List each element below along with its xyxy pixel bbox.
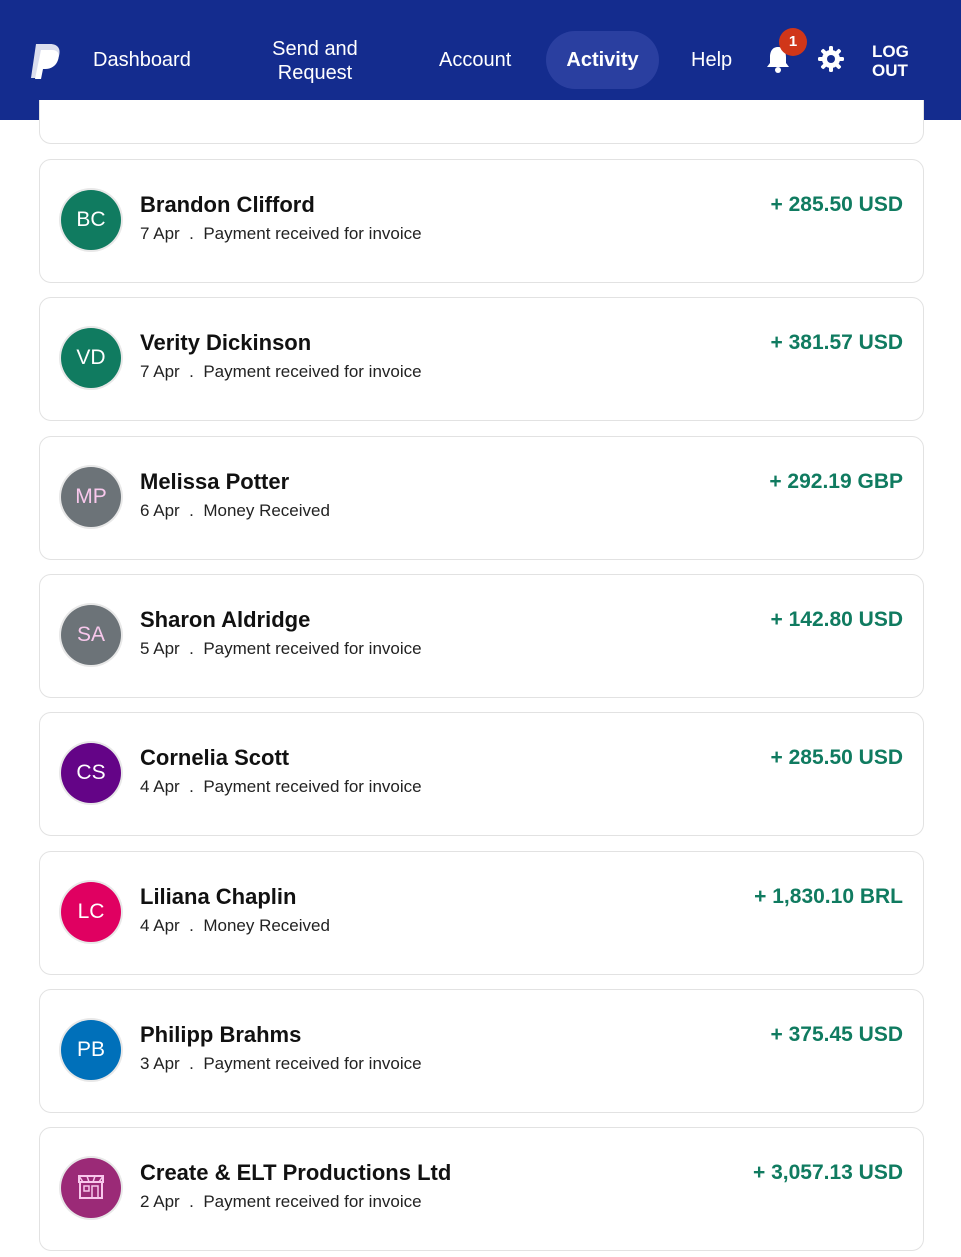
transaction-meta: 6 Apr . Money Received <box>140 501 330 520</box>
transaction-description: Money Received <box>203 501 330 520</box>
logout-line1: LOG <box>872 42 909 61</box>
transaction-meta: 3 Apr . Payment received for invoice <box>140 1054 422 1073</box>
transaction-description: Payment received for invoice <box>203 362 422 381</box>
avatar <box>61 882 121 942</box>
transaction-description: Money Received <box>203 916 330 935</box>
transaction-description: Payment received for invoice <box>203 1192 422 1211</box>
transaction-card[interactable] <box>39 574 924 698</box>
transaction-amount: + 142.80 USD <box>770 608 903 631</box>
logout-line2: OUT <box>872 61 908 80</box>
avatar-initials: MP <box>75 485 107 508</box>
avatar <box>61 1020 121 1080</box>
nav-send-line2: Request <box>277 62 353 84</box>
transaction-card[interactable] <box>39 989 924 1113</box>
avatar-initials: LC <box>77 900 105 923</box>
transaction-meta: 4 Apr . Payment received for invoice <box>140 777 422 796</box>
transaction-amount: + 285.50 USD <box>770 193 903 216</box>
transaction-card[interactable] <box>39 297 924 421</box>
avatar <box>61 467 121 527</box>
transaction-meta: 5 Apr . Payment received for invoice <box>140 639 422 658</box>
transaction-card[interactable] <box>39 159 924 283</box>
avatar <box>61 743 121 803</box>
previous-transaction-card <box>39 100 924 144</box>
transaction-meta: 7 Apr . Payment received for invoice <box>140 224 422 243</box>
transaction-description: Payment received for invoice <box>203 1054 422 1073</box>
transaction-name: Liliana Chaplin <box>140 884 297 909</box>
nav-activity[interactable]: Activity <box>546 31 659 89</box>
avatar <box>61 328 121 388</box>
transaction-amount: + 375.45 USD <box>770 1023 903 1046</box>
transaction-card[interactable] <box>39 712 924 836</box>
avatar-initials: CS <box>76 761 106 784</box>
transaction-description: Payment received for invoice <box>203 639 422 658</box>
transaction-date: 4 Apr <box>140 777 180 796</box>
transaction-amount: + 292.19 GBP <box>769 470 903 493</box>
transaction-date: 7 Apr <box>140 362 180 381</box>
transaction-amount: + 1,830.10 BRL <box>754 885 903 908</box>
transaction-date: 5 Apr <box>140 639 180 658</box>
transaction-name: Sharon Aldridge <box>140 607 311 632</box>
nav-send-line1: Send and <box>272 38 358 60</box>
transaction-amount: + 381.57 USD <box>770 331 903 354</box>
paypal-logo[interactable] <box>28 42 62 80</box>
avatar <box>61 190 121 250</box>
avatar <box>61 605 121 665</box>
transaction-name: Create & ELT Productions Ltd <box>140 1160 452 1185</box>
transaction-name: Philipp Brahms <box>140 1022 302 1047</box>
nav-help[interactable]: Help <box>691 49 733 71</box>
nav-account[interactable]: Account <box>439 49 512 71</box>
transaction-date: 3 Apr <box>140 1054 180 1073</box>
nav-send-and-request[interactable] <box>258 37 372 85</box>
logout-button[interactable] <box>872 42 909 80</box>
avatar-initials: BC <box>76 208 106 231</box>
transaction-card[interactable] <box>39 436 924 560</box>
transaction-amount: + 3,057.13 USD <box>752 1161 903 1184</box>
transaction-name: Cornelia Scott <box>140 745 290 770</box>
avatar-initials: PB <box>76 1038 105 1061</box>
transaction-name: Verity Dickinson <box>140 330 312 355</box>
transaction-amount: + 285.50 USD <box>770 746 903 769</box>
transaction-date: 6 Apr <box>140 501 180 520</box>
transaction-name: Brandon Clifford <box>140 192 315 217</box>
transaction-card[interactable] <box>39 851 924 975</box>
nav-dashboard[interactable]: Dashboard <box>93 49 191 71</box>
transaction-date: 4 Apr <box>140 916 180 935</box>
gear-icon[interactable] <box>818 46 844 72</box>
transaction-card[interactable] <box>39 1127 924 1251</box>
transaction-meta: 4 Apr . Money Received <box>140 916 330 935</box>
transaction-date: 2 Apr <box>140 1192 180 1211</box>
avatar-initials: VD <box>76 346 106 369</box>
transaction-meta: 2 Apr . Payment received for invoice <box>140 1192 422 1211</box>
transaction-description: Payment received for invoice <box>203 777 422 796</box>
storefront-icon <box>61 1158 121 1218</box>
avatar <box>61 1158 121 1218</box>
transaction-description: Payment received for invoice <box>203 224 422 243</box>
transaction-date: 7 Apr <box>140 224 180 243</box>
transaction-name: Melissa Potter <box>140 469 290 494</box>
transaction-meta: 7 Apr . Payment received for invoice <box>140 362 422 381</box>
notification-badge: 1 <box>779 28 807 56</box>
avatar-initials: SA <box>76 623 105 646</box>
